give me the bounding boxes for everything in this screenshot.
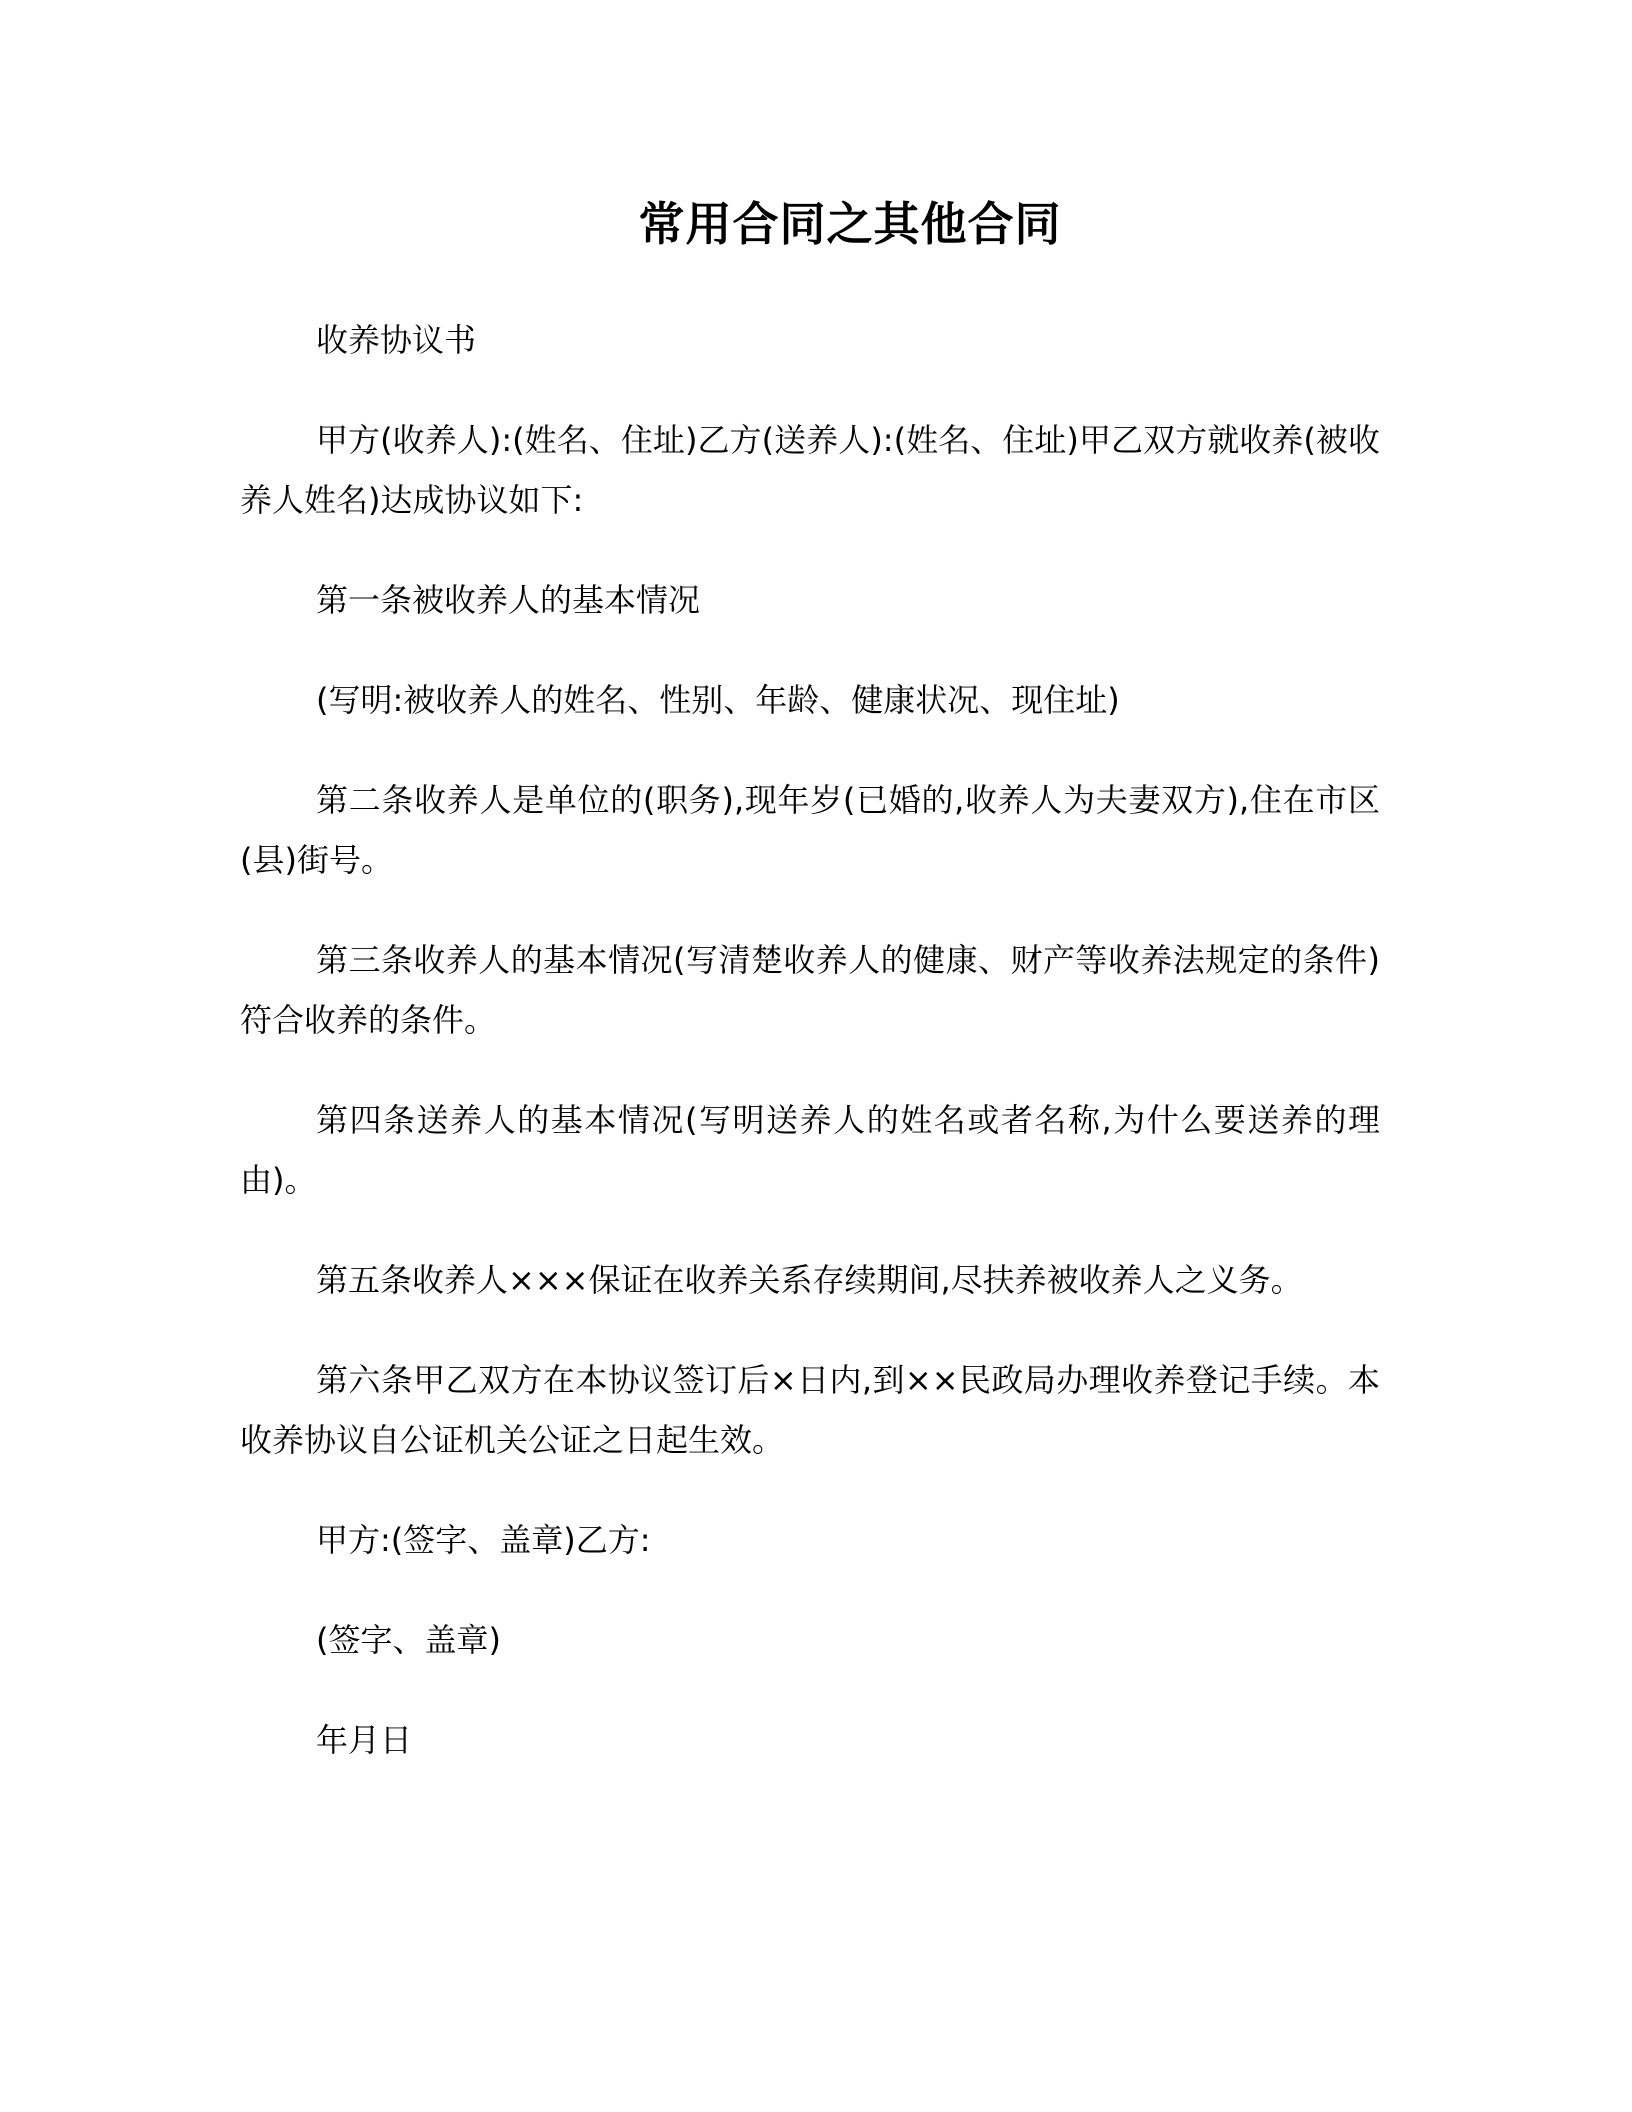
- article-3: 第三条收养人的基本情况(写清楚收养人的健康、财产等收养法规定的条件)符合收养的条件。: [240, 941, 1380, 1039]
- article-2: 第二条收养人是单位的(职务),现年岁(已婚的,收养人为夫妻双方),住在市区(县)街号。: [240, 781, 1380, 879]
- article-6: 第六条甲乙双方在本协议签订后×日内,到××民政局办理收养登记手续。本收养协议自公证机关公证之日起生效。: [240, 1361, 1380, 1459]
- signature-party-b: (签字、盖章): [316, 1621, 501, 1659]
- document-body: [240, 310, 1380, 1810]
- date-line: 年月日: [316, 1721, 413, 1759]
- parties-paragraph: 甲方(收养人):(姓名、住址)乙方(送养人):(姓名、住址)甲乙双方就收养(被收养人姓名)达成协议如下:: [240, 421, 1380, 519]
- article-4: 第四条送养人的基本情况(写明送养人的姓名或者名称,为什么要送养的理由)。: [240, 1101, 1380, 1199]
- agreement-heading: 收养协议书: [316, 321, 477, 359]
- article-5: 第五条收养人×××保证在收养关系存续期间,尽扶养被收养人之义务。: [316, 1261, 1303, 1299]
- article-1-detail: (写明:被收养人的姓名、性别、年龄、健康状况、现住址): [316, 681, 1120, 719]
- document-title: 常用合同之其他合同: [638, 197, 1062, 251]
- article-1-heading: 第一条被收养人的基本情况: [316, 581, 701, 619]
- signature-party-a: 甲方:(签字、盖章)乙方:: [316, 1521, 651, 1559]
